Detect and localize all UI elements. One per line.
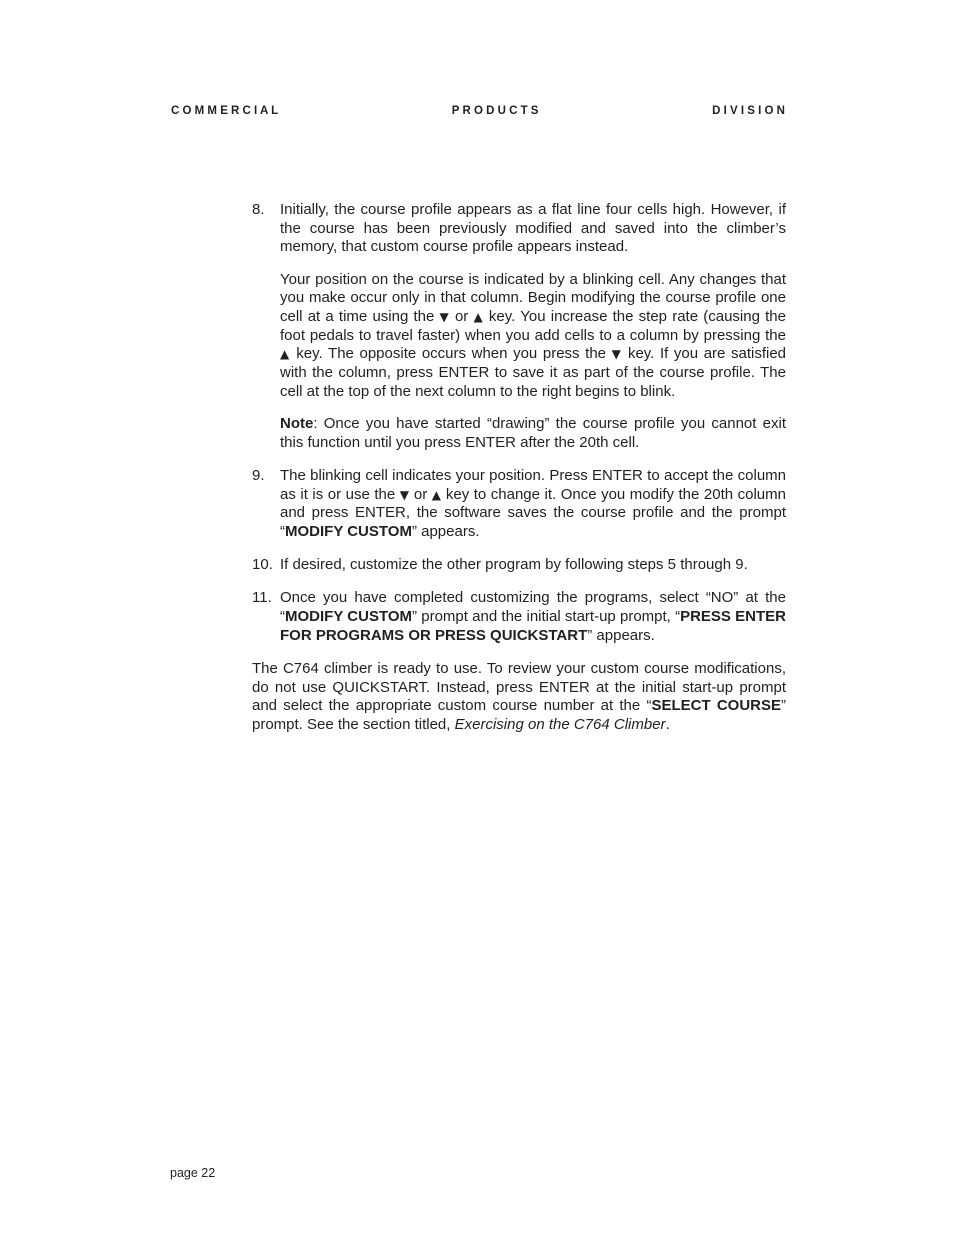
- header-word-commercial: C O M M E R C I A L: [171, 105, 279, 117]
- header-word-products: P R O D U C T S: [451, 105, 539, 117]
- step-11-paragraph: [280, 589, 786, 645]
- step-9-paragraph: [280, 467, 786, 542]
- step-10-paragraph: If desired, customize the other program by following steps 5 through 9.: [280, 556, 748, 574]
- text-run: ” appears.: [587, 626, 655, 644]
- prompt-select-course: SELECT COURSE: [651, 697, 781, 715]
- text-run: prompt. See the section titled,: [252, 716, 455, 734]
- step-number: 9.: [252, 466, 265, 484]
- step-8-paragraph-2: [280, 271, 786, 402]
- header-word-division: D I V I S I O N: [712, 105, 785, 117]
- note-text: : Once you have started “drawing” the course profile you cannot exit this function until you press ENTER after the 20th cell.: [280, 415, 786, 451]
- running-header: [171, 103, 785, 119]
- step-body: [280, 589, 786, 645]
- closing-line-1: The C764 climber is ready to use. To review your custom course modifications,: [252, 660, 786, 678]
- step-number: 11.: [252, 589, 272, 607]
- text-run: ”: [781, 697, 786, 715]
- step-body: [280, 556, 786, 575]
- text-run: Your position on the course is indicated by a blinking cell. Any changes that you make occur only in that column. Begin modifying the course profile one cell at a time using the: [280, 270, 786, 326]
- text-run: ” appears.: [411, 523, 480, 541]
- section-reference: Exercising on the C764 Climber: [454, 716, 666, 734]
- step-body: [280, 467, 786, 542]
- step-body: [280, 201, 786, 452]
- closing-line-3: [252, 697, 786, 716]
- closing-line-2: do not use QUICKSTART. Instead, press ENTER at the initial start-up prompt: [252, 678, 786, 696]
- page-content: [252, 201, 786, 735]
- up-arrow-icon: ▲: [473, 310, 484, 325]
- up-arrow-icon: ▲: [280, 347, 291, 362]
- page-number: page 22: [170, 1166, 216, 1180]
- closing-line-4: [252, 716, 786, 735]
- text-run: The blinking cell indicates your position. Press ENTER to accept the column as it is or use the: [280, 466, 786, 503]
- text-run: key. The opposite occurs when you press the: [290, 345, 612, 363]
- text-run: key. If you are satisfied with the column, press ENTER to save it as part of the course profile. The cell at the top of the next column to the right begins to blink.: [280, 345, 787, 400]
- step-9: [252, 467, 786, 542]
- text-run: .: [665, 716, 670, 734]
- step-number: 8.: [252, 201, 265, 218]
- text-run: key to change it. Once you modify the 20th column and press ENTER, the software saves the course profile and the prompt “: [280, 485, 786, 541]
- step-11: [252, 589, 786, 645]
- text-run: Once you have completed customizing the programs, select “NO” at the “: [280, 589, 786, 626]
- text-run: and select the appropriate custom course number at the “: [252, 697, 652, 715]
- closing-paragraph: [252, 660, 786, 735]
- prompt-press-enter: PRESS ENTER FOR PROGRAMS OR PRESS QUICKSTART: [280, 608, 786, 644]
- prompt-modify-custom: MODIFY CUSTOM: [285, 608, 413, 626]
- text-run: key. You increase the step rate (causing the foot pedals to travel faster) when you add cells to a column by pressing the: [280, 308, 786, 344]
- note-label: Note: [280, 415, 314, 433]
- step-10: [252, 556, 786, 575]
- down-arrow-icon: ▼: [439, 310, 450, 325]
- prompt-modify-custom: MODIFY CUSTOM: [285, 523, 412, 541]
- text-run: ” prompt and the initial start-up prompt, “: [412, 608, 681, 626]
- step-8: [252, 201, 786, 452]
- down-arrow-icon: ▼: [399, 487, 410, 502]
- down-arrow-icon: ▼: [611, 347, 623, 362]
- up-arrow-icon: ▲: [431, 487, 442, 502]
- step-8-note: [280, 415, 786, 452]
- text-run: or: [449, 308, 474, 326]
- text-run: or: [409, 485, 432, 503]
- step-number: 10.: [252, 556, 273, 574]
- step-8-paragraph-1: Initially, the course profile appears as a flat line four cells high. However, if the course has been previously modified and saved into the climber’s memory, that custom course profile appears instead.: [280, 201, 786, 256]
